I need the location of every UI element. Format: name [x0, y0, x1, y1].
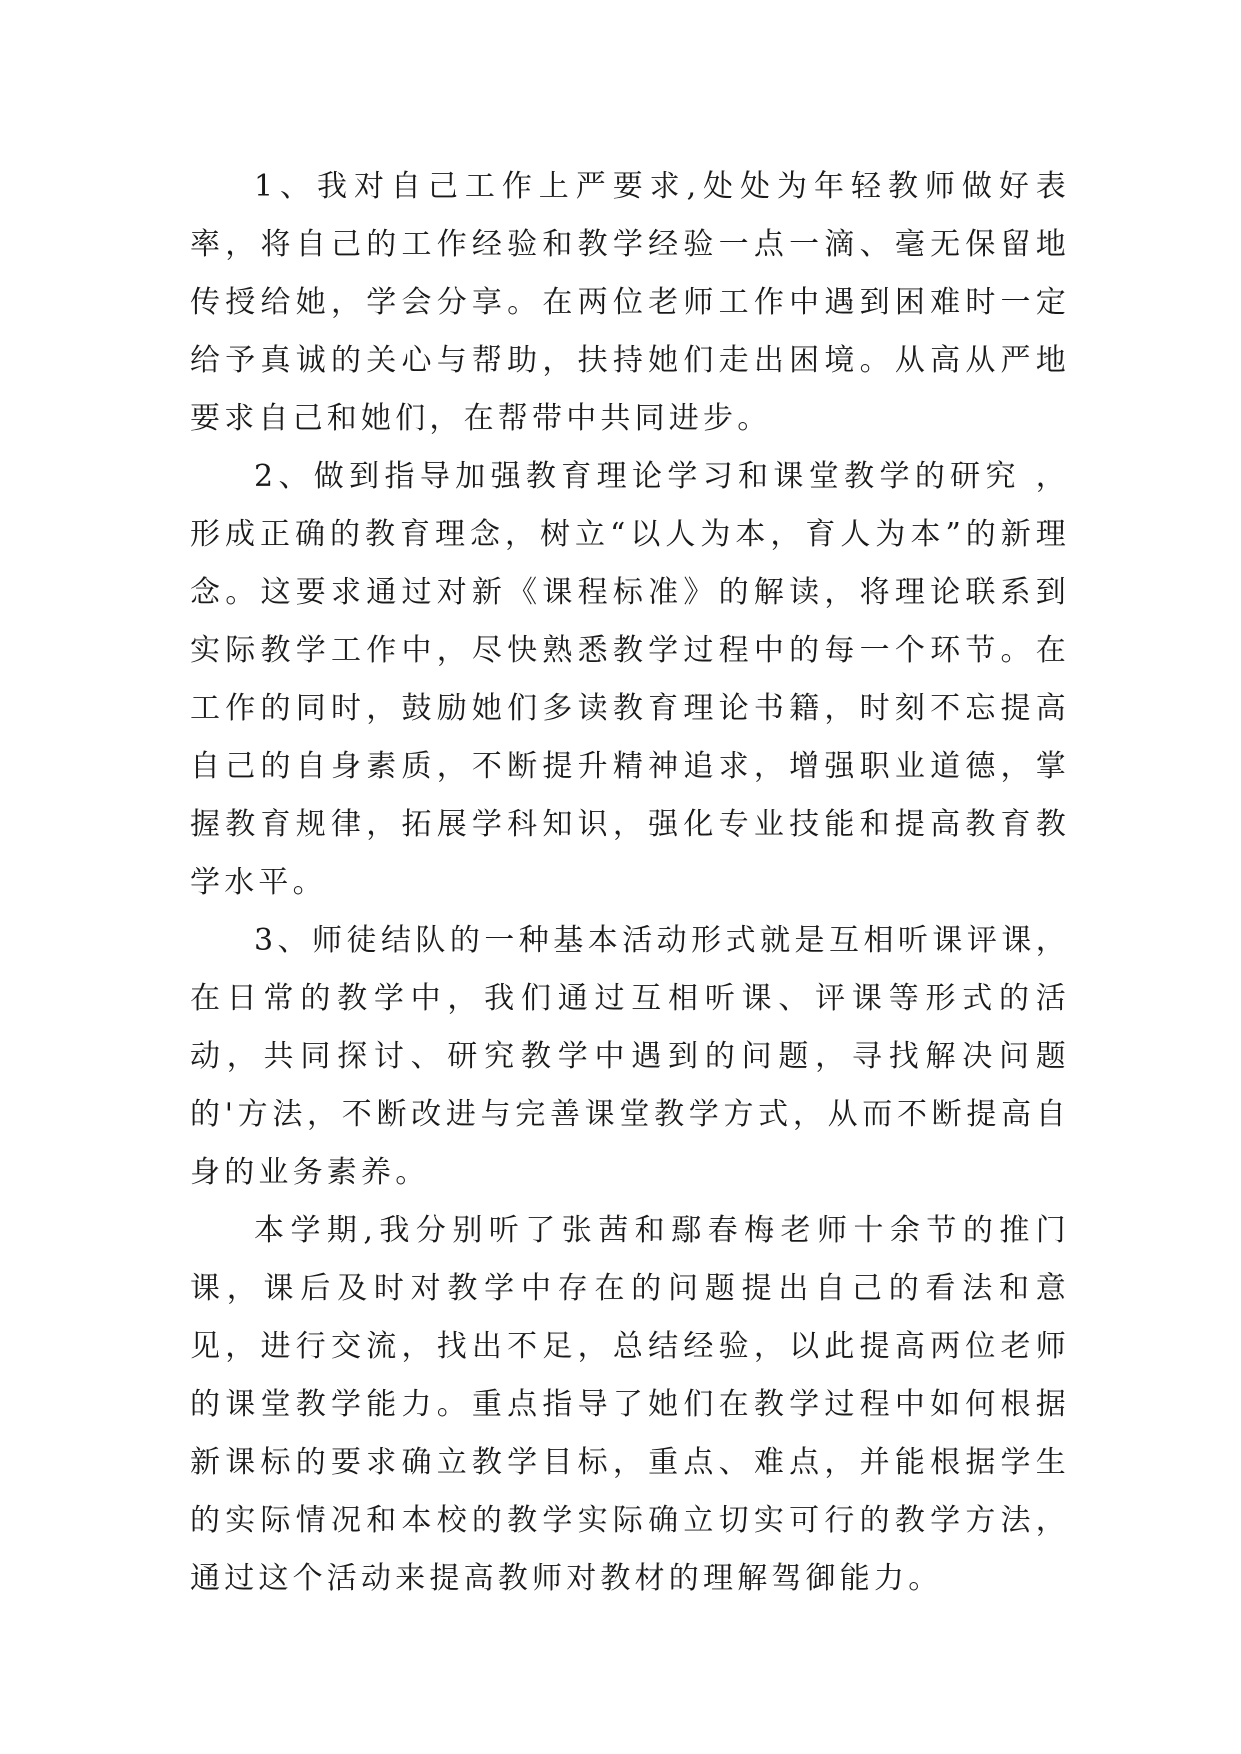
paragraph-lesson-observation: 3、师徒结队的一种基本活动形式就是互相听课评课，在日常的教学中，我们通过互相听课、评课等形式的活动，共同探讨、研究教学中遇到的问题，寻找解决问题的'方法，不断改进与完善课堂教学方式，从而不断提高自身的业务素养。: [190, 923, 1070, 1190]
paragraph-semester-summary: 本学期,我分别听了张茜和鄢春梅老师十余节的推门课，课后及时对教学中存在的问题提出自己的看法和意见，进行交流，找出不足，总结经验，以此提高两位老师的课堂教学能力。重点指导了她们在教学过程中如何根据新课标的要求确立教学目标，重点、难点，并能根据学生的实际情况和本校的教学实际确立切实可行的教学方法，通过这个活动来提高教师对教材的理解驾御能力。: [190, 1213, 1070, 1596]
paragraph-mentoring-example: 1、我对自己工作上严要求,处处为年轻教师做好表率，将自己的工作经验和教学经验一点一滴、毫无保留地传授给她，学会分享。在两位老师工作中遇到困难时一定给予真诚的关心与帮助，扶持她们走出困境。从高从严地要求自己和她们，在帮带中共同进步。: [190, 169, 1070, 436]
paragraph-theory-study: 2、做到指导加强教育理论学习和课堂教学的研究 ，形成正确的教育理念，树立“以人为本，育人为本”的新理念。这要求通过对新《课程标准》的解读，将理论联系到实际教学工作中，尽快熟悉教学过程中的每一个环节。在工作的同时，鼓励她们多读教育理论书籍，时刻不忘提高自己的自身素质，不断提升精神追求，增强职业道德，掌握教育规律，拓展学科知识，强化专业技能和提高教育教学水平。: [190, 459, 1070, 900]
document-body: [190, 158, 1070, 1608]
